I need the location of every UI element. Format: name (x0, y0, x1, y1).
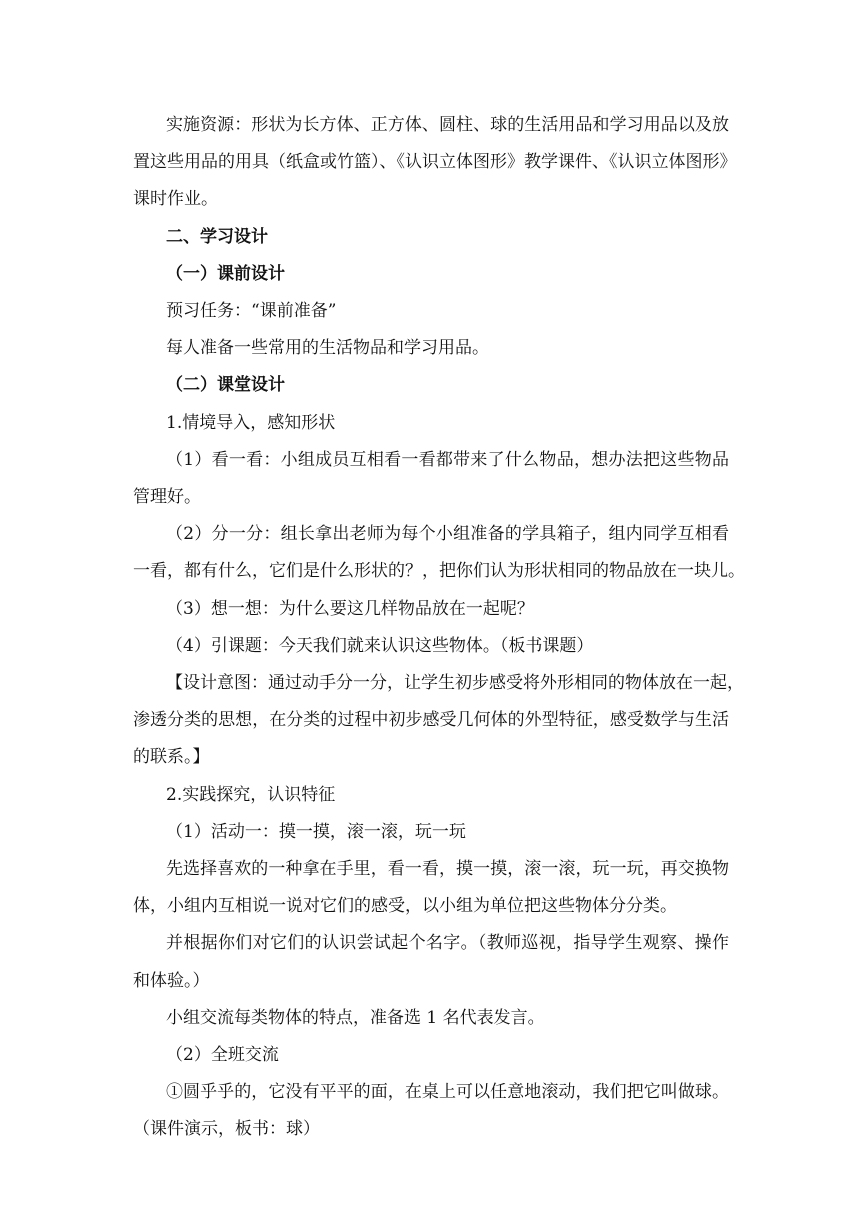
step1-title: 1.情境导入，感知形状 (166, 413, 336, 433)
activity1-p3: 小组交流每类物体的特点，准备选 1 名代表发言。 (166, 1008, 545, 1028)
step1-sort-line-1: （2）分一分：组长拿出老师为每个小组准备的学具箱子，组内同学互相看 (166, 524, 729, 544)
step1-intro: （4）引课题：今天我们就来认识这些物体。（板书课题） (166, 636, 594, 656)
sphere-line-2: （课件演示，板书：球） (133, 1119, 320, 1139)
resources-line-1: 实施资源：形状为长方体、正方体、圆柱、球的生活用品和学习用品以及放 (166, 115, 729, 135)
resources-line-2: 置这些用品的用具（纸盒或竹篮）、《认识立体图形》教学课件、《认识立体图形》 (133, 152, 737, 172)
design-intent-line-2: 渗透分类的思想，在分类的过程中初步感受几何体的外型特征，感受数学与生活 (133, 710, 729, 730)
section-heading: 二、学习设计 (166, 227, 268, 247)
step2-title: 2.实践探究，认识特征 (166, 785, 336, 805)
preclass-heading: （一）课前设计 (166, 264, 285, 284)
resources-line-3: 课时作业。 (133, 189, 218, 209)
sphere-line-1: ①圆乎乎的，它没有平平的面，在桌上可以任意地滚动，我们把它叫做球。 (166, 1082, 729, 1102)
activity1-p2-line-2: 和体验。） (133, 971, 210, 991)
step1-look-line-1: （1）看一看：小组成员互相看一看都带来了什么物品，想办法把这些物品 (166, 450, 729, 470)
activity2-title: （2）全班交流 (166, 1045, 279, 1065)
activity1-p1-line-1: 先选择喜欢的一种拿在手里，看一看，摸一摸，滚一滚，玩一玩，再交换物 (166, 859, 729, 879)
design-intent-line-3: 的联系。】 (133, 747, 210, 767)
activity1-p1-line-2: 体，小组内互相说一说对它们的感受，以小组为单位把这些物体分分类。 (133, 896, 677, 916)
activity1-title: （1）活动一：摸一摸，滚一滚，玩一玩 (166, 822, 466, 842)
preview-detail: 每人准备一些常用的生活物品和学习用品。 (166, 338, 489, 358)
step1-look-line-2: 管理好。 (133, 487, 201, 507)
inclass-heading: （二）课堂设计 (166, 375, 285, 395)
step1-sort-line-2: 一看，都有什么，它们是什么形状的？，把你们认为形状相同的物品放在一块儿。 (133, 561, 745, 581)
step1-think: （3）想一想：为什么要这几样物品放在一起呢？ (166, 599, 534, 619)
design-intent-line-1: 【设计意图：通过动手分一分，让学生初步感受将外形相同的物体放在一起， (166, 673, 744, 693)
preview-task: 预习任务：“课前准备” (166, 301, 337, 321)
activity1-p2-line-1: 并根据你们对它们的认识尝试起个名字。（教师巡视，指导学生观察、操作 (166, 933, 729, 953)
